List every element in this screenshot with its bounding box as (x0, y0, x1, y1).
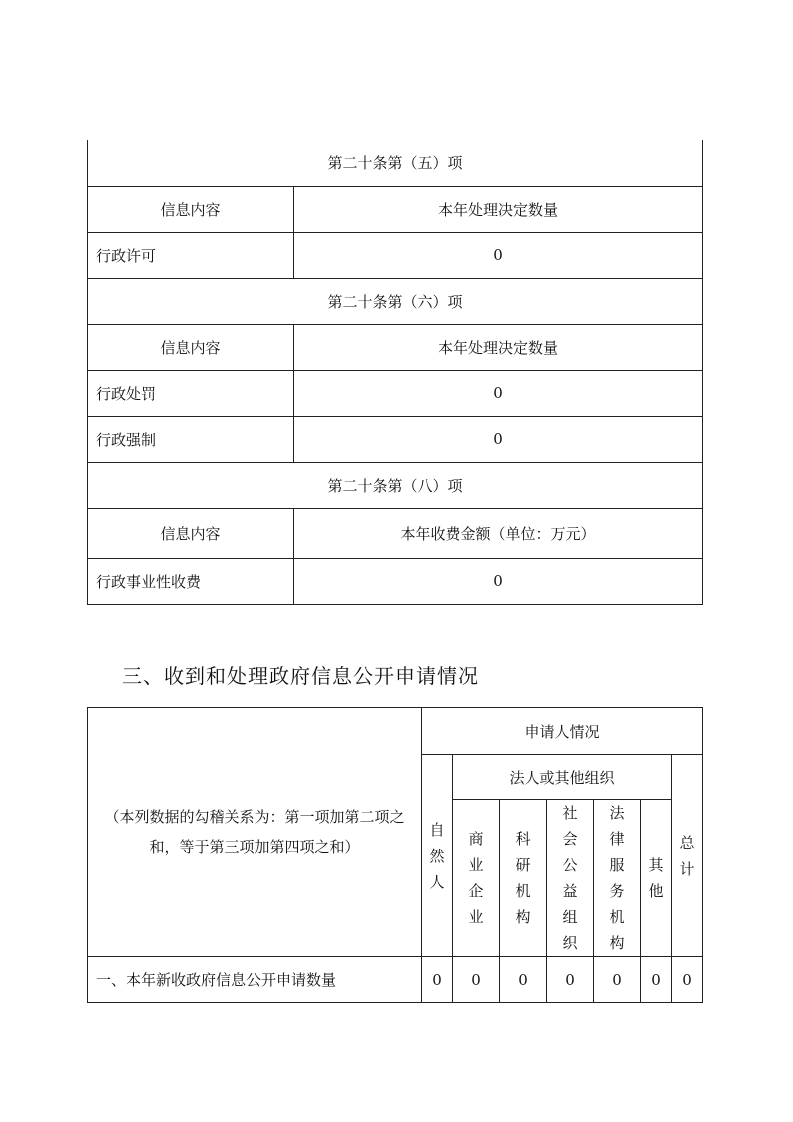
column-header-count: 本年处理决定数量 (294, 324, 703, 370)
column-header-count: 本年处理决定数量 (294, 186, 703, 232)
value-social: 0 (547, 957, 594, 1003)
item-label: 行政强制 (88, 416, 294, 462)
other-header: 其 他 (641, 800, 672, 957)
disclosure-table-article-20 (87, 140, 703, 605)
item-value: 0 (294, 232, 703, 278)
item-label: 行政处罚 (88, 370, 294, 416)
research-institution-header: 科 研 机 构 (500, 800, 547, 957)
item-value: 0 (294, 370, 703, 416)
applicant-header: 申请人情况 (422, 708, 703, 755)
social-welfare-header: 社 会 公 益 组 织 (547, 800, 594, 957)
section-title: 三、收到和处理政府信息公开申请情况 (122, 664, 479, 688)
total-header: 总 计 (672, 755, 703, 957)
section-header-6: 第二十条第（六）项 (88, 278, 703, 324)
row-label: 一、本年新收政府信息公开申请数量 (88, 957, 422, 1003)
value-commercial: 0 (453, 957, 500, 1003)
column-header-content: 信息内容 (88, 508, 294, 558)
legal-service-header: 法 律 服 务 机 构 (594, 800, 641, 957)
column-header-content: 信息内容 (88, 324, 294, 370)
column-header-fee: 本年收费金额（单位：万元） (294, 508, 703, 558)
value-research: 0 (500, 957, 547, 1003)
commercial-enterprise-header: 商 业 企 业 (453, 800, 500, 957)
item-label: 行政事业性收费 (88, 558, 294, 604)
legal-entity-header: 法人或其他组织 (453, 755, 672, 800)
section-header-5: 第二十条第（五）项 (88, 140, 703, 186)
value-legal-service: 0 (594, 957, 641, 1003)
item-value: 0 (294, 558, 703, 604)
value-total: 0 (672, 957, 703, 1003)
column-header-content: 信息内容 (88, 186, 294, 232)
value-natural-person: 0 (422, 957, 453, 1003)
item-label: 行政许可 (88, 232, 294, 278)
item-value: 0 (294, 416, 703, 462)
application-statistics-table (87, 707, 703, 1003)
natural-person-header: 自 然 人 (422, 755, 453, 957)
section-header-8: 第二十条第（八）项 (88, 462, 703, 508)
relation-note: （本列数据的勾稽关系为：第一项加第二项之和，等于第三项加第四项之和） (88, 708, 422, 957)
value-other: 0 (641, 957, 672, 1003)
